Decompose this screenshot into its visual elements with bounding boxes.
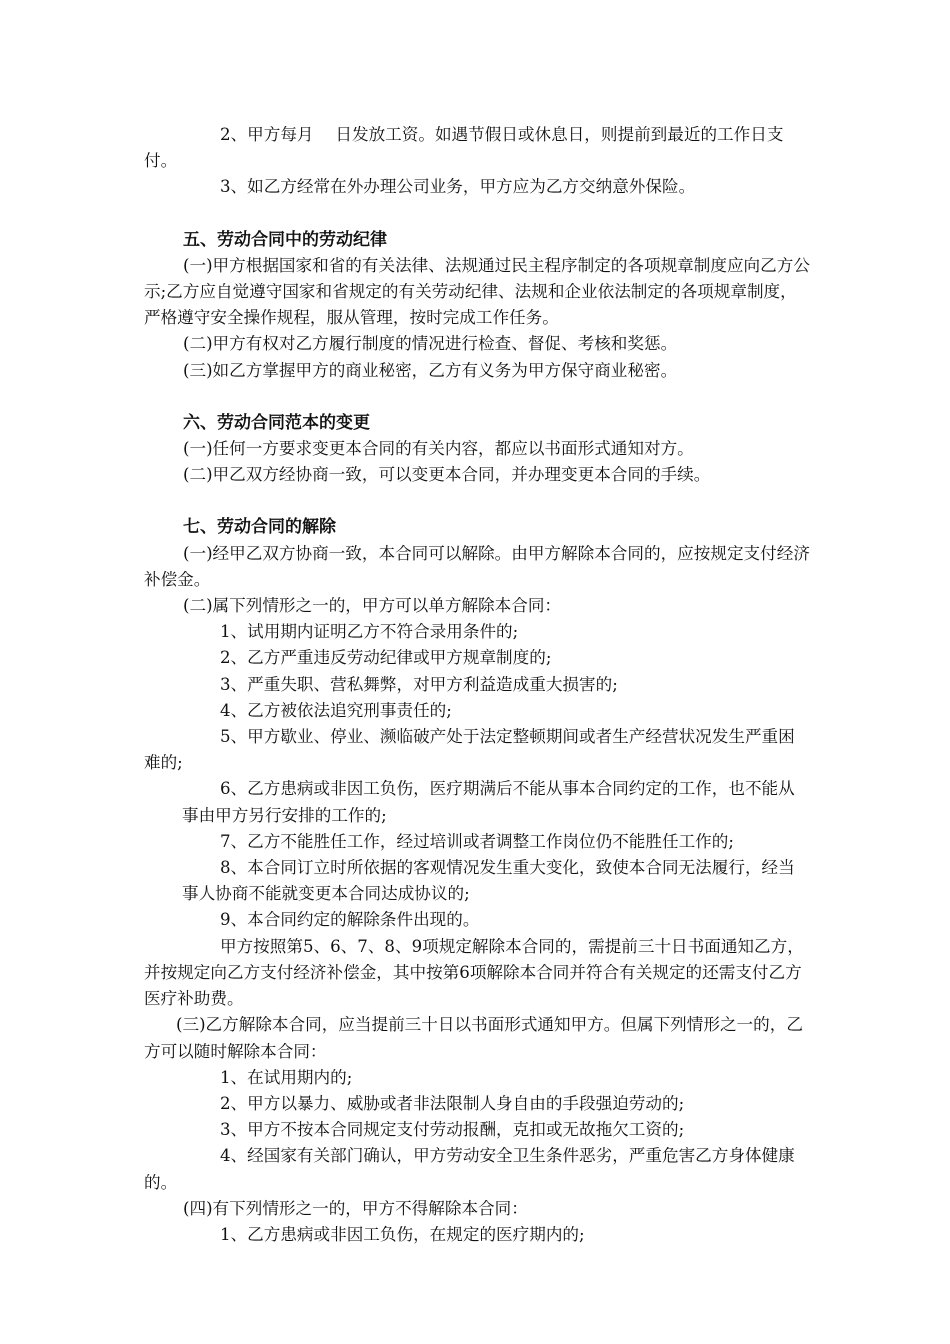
paragraph: (一)甲方根据国家和省的有关法律、法规通过民主程序制定的各项规章制度应向乙方公示;乙方应自觉遵守国家和省规定的有关劳动纪律、法规和企业依法制定的各项规章制度，严格遵守安全操作规程，服从管理，按时完成工作任务。	[144, 255, 810, 328]
list-item: 2、乙方严重违反劳动纪律或甲方规章制度的;	[220, 648, 552, 668]
list-item: 4、经国家有关部门确认，甲方劳动安全卫生条件恶劣，严重危害乙方身体健康的。	[144, 1146, 795, 1192]
list-item: 7、乙方不能胜任工作，经过培训或者调整工作岗位仍不能胜任工作的;	[220, 831, 734, 851]
spacer	[144, 384, 810, 410]
section-heading: 五、劳动合同中的劳动纪律	[183, 229, 387, 250]
list-item: 3、甲方不按本合同规定支付劳动报酬，克扣或无故拖欠工资的;	[220, 1120, 685, 1140]
paragraph: (二)甲乙双方经协商一致，可以变更本合同，并办理变更本合同的手续。	[183, 465, 711, 485]
list-item: 3、严重失职、营私舞弊，对甲方利益造成重大损害的;	[220, 674, 618, 694]
paragraph: 甲方按照第5、6、7、8、9项规定解除本合同的，需提前三十日书面通知乙方，并按规定向乙方支付经济补偿金，其中按第6项解除本合同并符合有关规定的还需支付乙方医疗补助费。	[144, 936, 804, 1009]
list-item-text: 8、本合同订立时所依据的客观情况发生重大变化，致使本合同无法履行，经当事人协商不能就变更本合同达成协议的;	[182, 858, 795, 904]
paragraph: (三)如乙方掌握甲方的商业秘密，乙方有义务为甲方保守商业秘密。	[183, 360, 678, 380]
list-item-text: 6、乙方患病或非因工负伤，医疗期满后不能从事本合同约定的工作，也不能从事由甲方另行安排的工作的;	[182, 779, 795, 825]
paragraph: (三)乙方解除本合同，应当提前三十日以书面形式通知甲方。但属下列情形之一的，乙方可以随时解除本合同：	[144, 1015, 803, 1061]
document-page	[144, 122, 810, 1248]
list-item: 5、甲方歇业、停业、濒临破产处于法定整顿期间或者生产经营状况发生严重困难的;	[144, 727, 795, 773]
list-item: 9、本合同约定的解除条件出现的。	[220, 910, 480, 930]
paragraph: (四)有下列情形之一的，甲方不得解除本合同：	[183, 1198, 528, 1218]
spacer	[144, 201, 810, 227]
paragraph: (一)经甲乙双方协商一致，本合同可以解除。由甲方解除本合同的，应按规定支付经济补偿金。	[144, 543, 810, 589]
spacer	[144, 488, 810, 514]
list-item: 1、在试用期内的;	[220, 1067, 353, 1087]
list-item: 4、乙方被依法追究刑事责任的;	[220, 700, 452, 720]
section-heading: 六、劳动合同范本的变更	[183, 412, 370, 433]
paragraph: 3、如乙方经常在外办理公司业务，甲方应为乙方交纳意外保险。	[220, 177, 696, 197]
list-item	[144, 855, 810, 907]
list-item: 1、乙方患病或非因工负伤，在规定的医疗期内的;	[220, 1224, 585, 1244]
list-item	[144, 776, 810, 828]
section-heading: 七、劳动合同的解除	[183, 517, 336, 538]
paragraph: (二)甲方有权对乙方履行制度的情况进行检查、督促、考核和奖惩。	[183, 334, 678, 354]
paragraph: (二)属下列情形之一的，甲方可以单方解除本合同：	[183, 596, 562, 616]
paragraph: (一)任何一方要求变更本合同的有关内容，都应以书面形式通知对方。	[183, 439, 694, 459]
list-item: 2、甲方以暴力、威胁或者非法限制人身自由的手段强迫劳动的;	[220, 1093, 685, 1113]
list-item: 1、试用期内证明乙方不符合录用条件的;	[220, 622, 519, 642]
paragraph: 2、甲方每月 日发放工资。如遇节假日或休息日，则提前到最近的工作日支付。	[144, 125, 784, 171]
